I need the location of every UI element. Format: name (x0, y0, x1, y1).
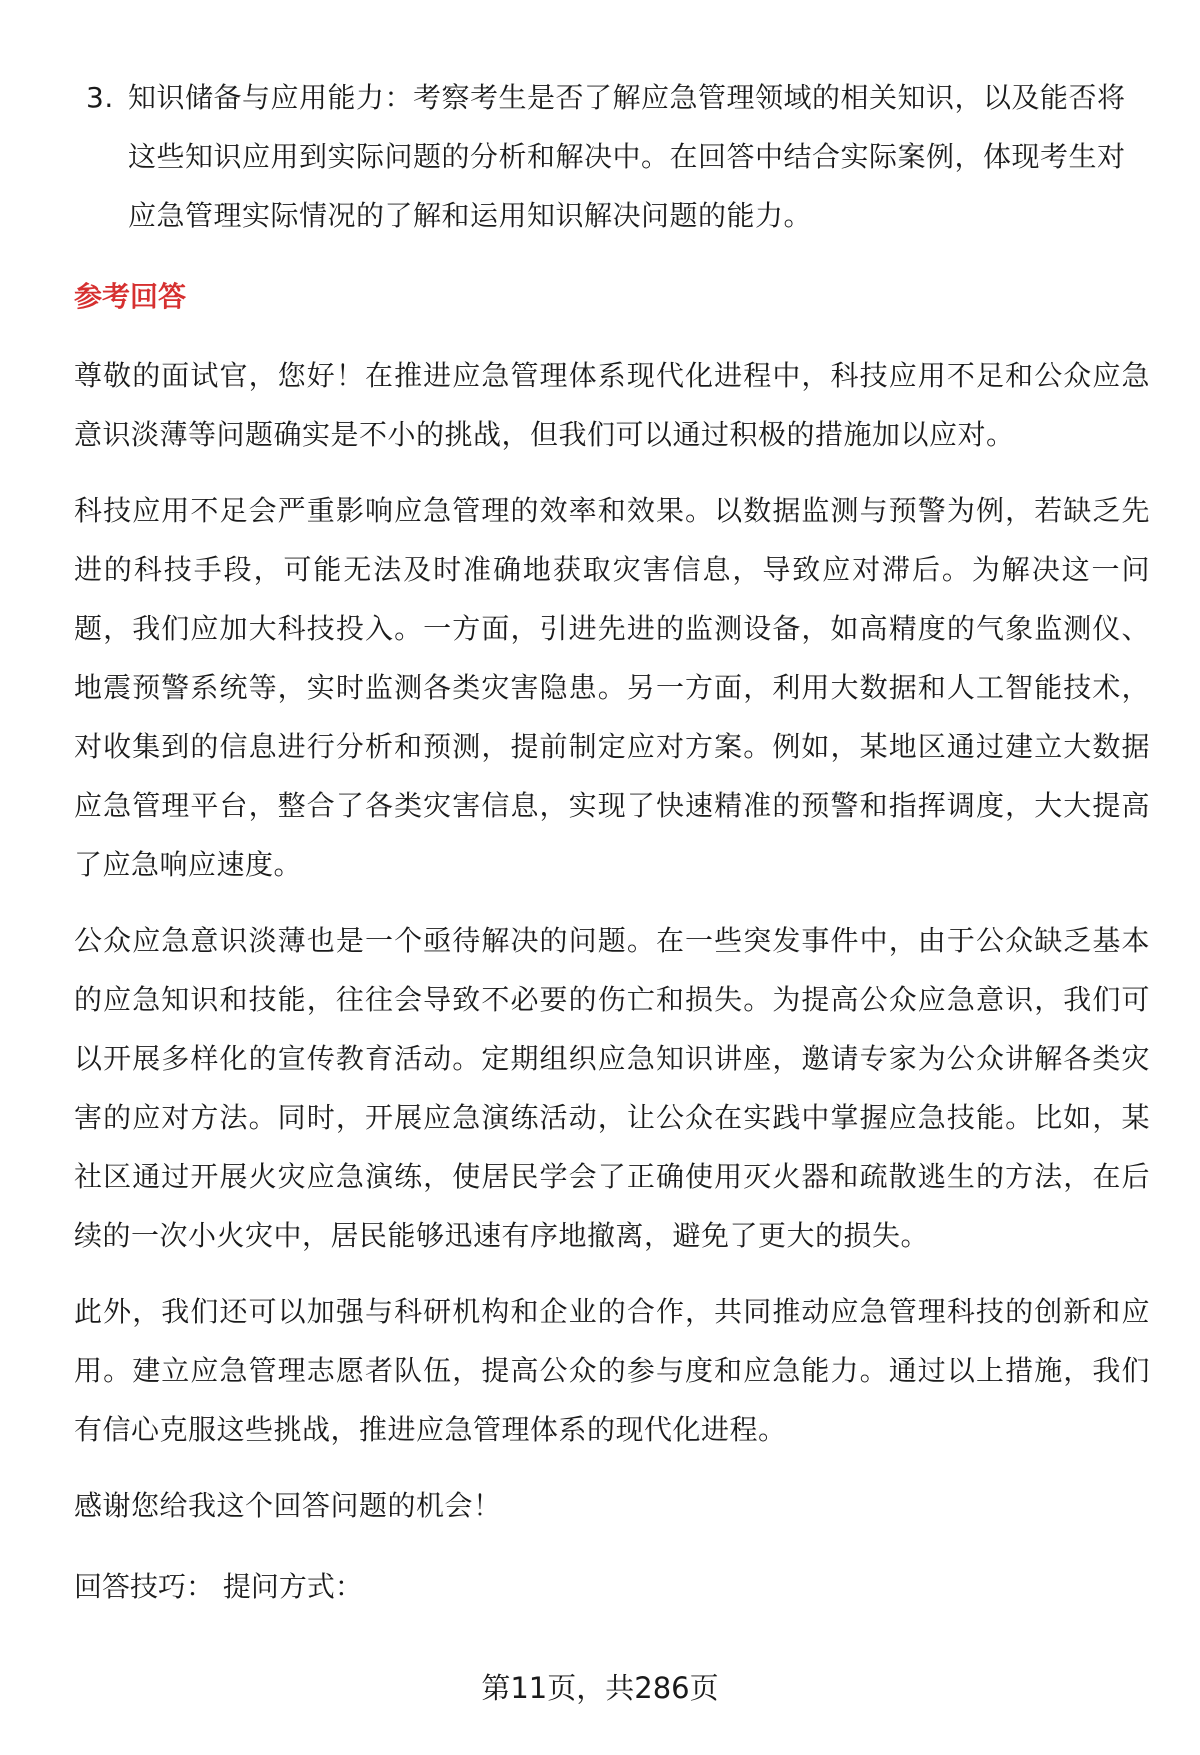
page-number: 第11页，共286页 (481, 1671, 719, 1705)
paragraph-greeting: 尊敬的面试官，您好！在推进应急管理体系现代化进程中，科技应用不足和公众应急意识淡薄等问题确实是不小的挑战，但我们可以通过积极的措施加以应对。 (74, 359, 1150, 451)
page-content (74, 68, 1150, 1616)
section-heading: 参考回答 (74, 280, 187, 313)
list-text: 知识储备与应用能力：考察考生是否了解应急管理领域的相关知识，以及能否将这些知识应用到实际问题的分析和解决中。在回答中结合实际案例，体现考生对应急管理实际情况的了解和运用知识解决问题的能力。 (128, 81, 1126, 232)
paragraph-cooperation: 此外，我们还可以加强与科研机构和企业的合作，共同推动应急管理科技的创新和应用。建立应急管理志愿者队伍，提高公众的参与度和应急能力。通过以上措施，我们有信心克服这些挑战，推进应急管理体系的现代化进程。 (74, 1295, 1150, 1446)
paragraph-public-awareness: 公众应急意识淡薄也是一个亟待解决的问题。在一些突发事件中，由于公众缺乏基本的应急知识和技能，往往会导致不必要的伤亡和损失。为提高公众应急意识，我们可以开展多样化的宣传教育活动。定期组织应急知识讲座，邀请专家为公众讲解各类灾害的应对方法。同时，开展应急演练活动，让公众在实践中掌握应急技能。比如，某社区通过开展火灾应急演练，使居民学会了正确使用灭火器和疏散逃生的方法，在后续的一次小火灾中，居民能够迅速有序地撤离，避免了更大的损失。 (74, 924, 1150, 1252)
list-item-3 (74, 68, 1150, 245)
answer-tips: 回答技巧： 提问方式： (74, 1570, 363, 1603)
paragraph-thanks: 感谢您给我这个回答问题的机会！ (74, 1489, 502, 1522)
list-number: 3. (86, 81, 114, 114)
paragraph-technology: 科技应用不足会严重影响应急管理的效率和效果。以数据监测与预警为例，若缺乏先进的科技手段，可能无法及时准确地获取灾害信息，导致应对滞后。为解决这一问题，我们应加大科技投入。一方面，引进先进的监测设备，如高精度的气象监测仪、地震预警系统等，实时监测各类灾害隐患。另一方面，利用大数据和人工智能技术，对收集到的信息进行分析和预测，提前制定应对方案。例如，某地区通过建立大数据应急管理平台，整合了各类灾害信息，实现了快速精准的预警和指挥调度，大大提高了应急响应速度。 (74, 494, 1150, 881)
